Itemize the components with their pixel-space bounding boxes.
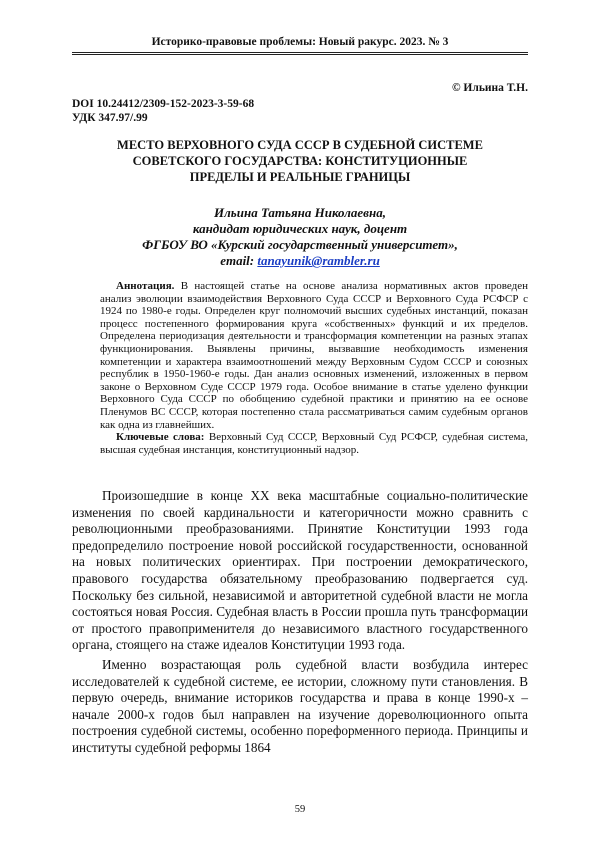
- body-paragraph-2: Именно возрастающая роль судебной власти возбудила интерес исследователей к судебной системе, ее истории, сложному пути становления. В первую очередь, внимание историков государства и права в конце 1990-х – начале 2000-х годов был направлен на изучение дореволюционного опыта построения судебной системы, особенно пореформенного периода. Принципы и институты судебной реформы 1864: [72, 656, 528, 755]
- article-title: [72, 137, 528, 185]
- abstract-label: Аннотация.: [116, 280, 175, 292]
- title-line-3: ПРЕДЕЛЫ И РЕАЛЬНЫЕ ГРАНИЦЫ: [189, 170, 411, 184]
- keywords-label: Ключевые слова:: [116, 431, 205, 444]
- doi-line: DOI 10.24412/2309-152-2023-3-59-68: [72, 98, 255, 110]
- title-line-2: СОВЕТСКОГО ГОСУДАРСТВА: КОНСТИТУЦИОННЫЕ: [132, 154, 468, 168]
- page-number: 59: [294, 804, 306, 815]
- author-block: [72, 205, 528, 269]
- keywords-text: Верховный Суд СССР, Верховный Суд РСФСР, судебная система, высшая судебная инстанция, конституционный надзор.: [100, 431, 529, 456]
- abstract-block: [100, 280, 528, 456]
- author-email-line: [72, 253, 528, 269]
- article-meta: [72, 97, 254, 125]
- abstract-text: В настоящей статье на основе анализа нормативных актов проведен анализ эволюции взаимодействия Верховного Суда СССР и Верховного Суда РСФСР с 1924 по 1980-е годы. Определен круг полномочий высших судебных инстанций, показан процесс постепенного формирования круга «собственных» функций и их пределов. Определена периодизация деятельности и трансформация компетенции на разных этапах функционирования. Выявлены причины, вызвавшие необходимость изменения компетенции и характера взаимоотношений между Верховным Судом СССР и союзных республик в 1950-1960-е годы. Дан анализ основных изменений, изложенных в первом законе о Верховном Суде СССР 1979 года. Особое внимание в статье уделено функции Верховного Суда СССР по обобщению судебной практики и принятию на ее основе Пленумов ВС СССР, которая постепенно стала рассматриваться самим судебным органов как одна из главнейших.: [100, 280, 529, 431]
- article-body: [72, 488, 528, 760]
- email-label: email:: [220, 253, 255, 268]
- udk-line: УДК 347.97/.99: [72, 112, 148, 124]
- copyright-notice: © Ильина Т.Н.: [451, 82, 528, 94]
- journal-header: [72, 36, 528, 55]
- author-name: Ильина Татьяна Николаевна,: [214, 205, 386, 220]
- author-degree: кандидат юридических наук, доцент: [192, 221, 408, 236]
- email-link[interactable]: tanayunik@rambler.ru: [257, 253, 380, 268]
- abstract-paragraph: [100, 280, 528, 431]
- title-line-1: МЕСТО ВЕРХОВНОГО СУДА СССР В СУДЕБНОЙ СИСТЕМЕ: [117, 138, 483, 152]
- author-affiliation: ФГБОУ ВО «Курский государственный университет»,: [142, 237, 458, 252]
- journal-title: Историко-правовые проблемы: Новый ракурс. 2023. № 3: [151, 36, 449, 48]
- body-paragraph-1: Произошедшие в конце XX века масштабные социально-политические изменения по своей кардинальности и категоричности можно сравнить с революционными преобразованиями. Принятие Конституции 1993 года предопределило построение новой российской государственности, основанной на новых политических ориентирах. При построении демократического, правового государства обязательному преобразованию подвергается суд. Поскольку без сильной, независимой и авторитетной судебной власти не могла состояться новая Россия. Судебная власть в России прошла путь трансформации от простого правоприменителя до независимого властного государственного органа, стоящего на стаже идеалов Конституции 1993 года.: [72, 488, 528, 653]
- keywords-paragraph: [100, 431, 528, 456]
